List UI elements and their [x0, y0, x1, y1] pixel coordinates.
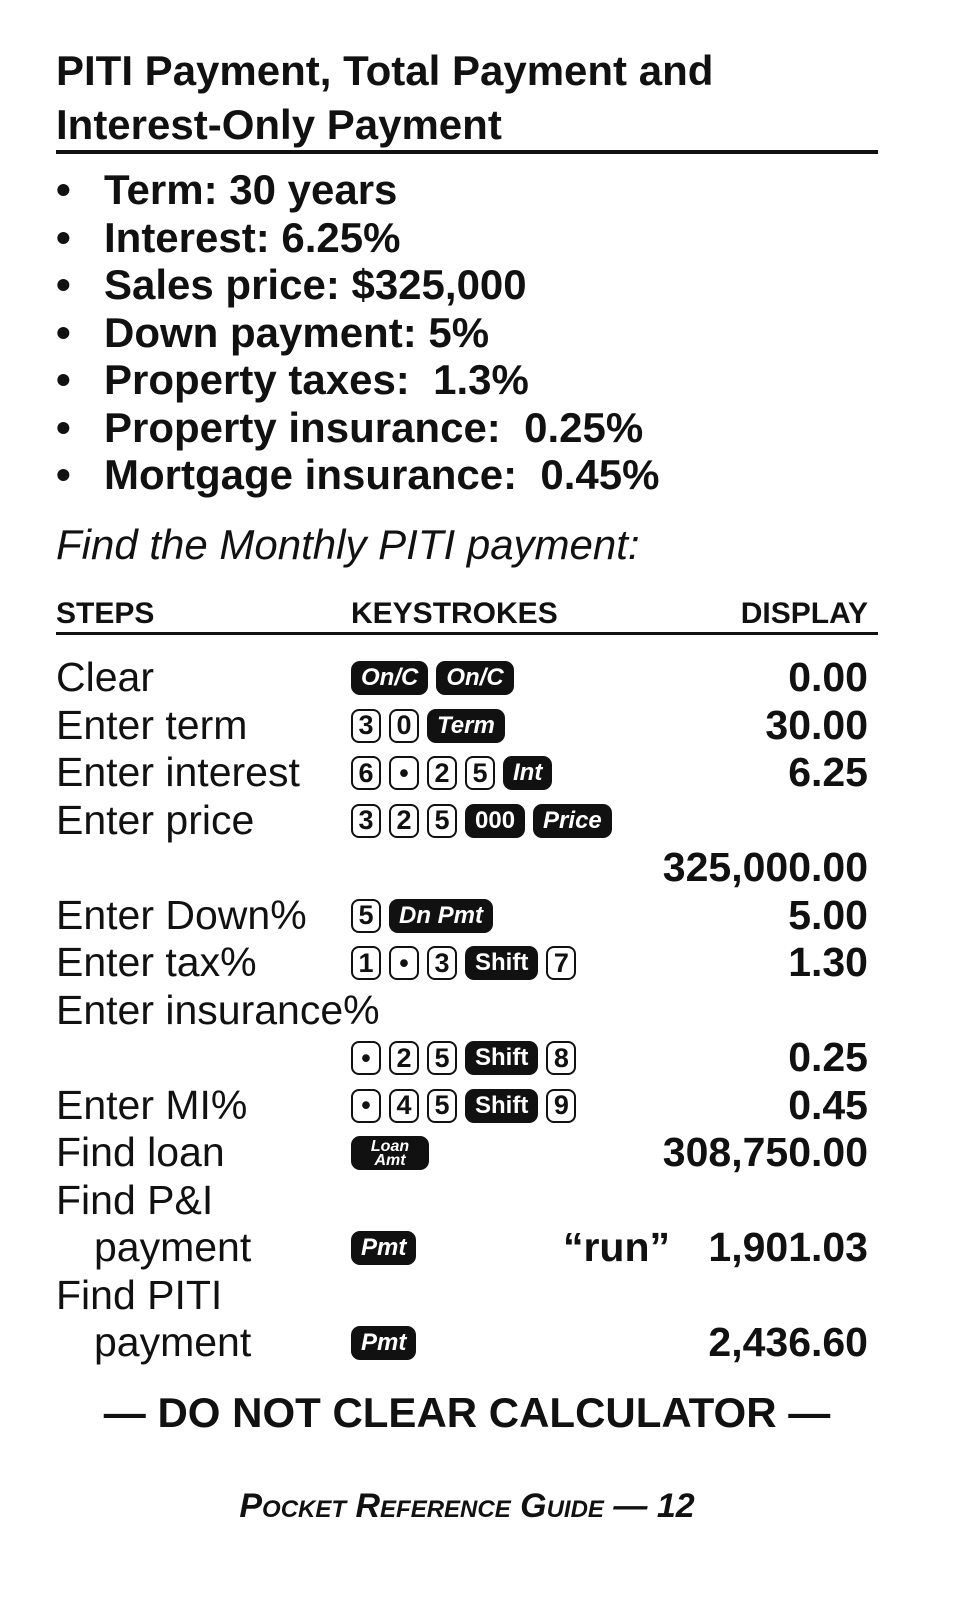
step-label: Enter interest: [56, 749, 300, 795]
display-note: “run”: [562, 1224, 670, 1270]
key-function-icon: Pmt: [351, 1231, 416, 1265]
bullet-icon: •: [56, 403, 71, 451]
footer-guide: Pocket Reference Guide — 12: [239, 1487, 695, 1525]
step-label: payment: [94, 1224, 252, 1270]
assumptions-list: [56, 166, 878, 499]
list-item: [56, 309, 878, 357]
key-function-icon: Dn Pmt: [389, 899, 493, 933]
keystroke-sequence: [351, 1088, 576, 1124]
table-row: [56, 797, 878, 845]
keystroke-sequence: [351, 708, 505, 744]
step-label: payment: [94, 1319, 252, 1365]
list-item: [56, 261, 878, 309]
title-line-2: Interest-Only Payment: [56, 101, 502, 148]
key-cap-icon: 3: [427, 946, 457, 980]
key-function-icon: Int: [503, 756, 552, 790]
keystroke-sequence: [351, 803, 612, 839]
display-value: 308,750.00: [662, 1129, 868, 1175]
key-function-icon: 000: [465, 804, 525, 838]
list-item-text: Sales price: $325,000: [104, 261, 527, 308]
keystroke-sequence: [351, 660, 514, 696]
key-loan-amt-icon: [351, 1136, 429, 1170]
table-row: [56, 1319, 878, 1367]
step-label: Find P&I: [56, 1176, 214, 1223]
display-value: 2,436.60: [708, 1319, 868, 1365]
list-item-text: Property insurance: 0.25%: [104, 403, 644, 451]
list-item-text: Down payment: 5%: [104, 308, 490, 356]
table-row: [56, 892, 878, 940]
display-value: 0.00: [788, 654, 868, 700]
key-function-icon: Price: [533, 804, 612, 838]
header-divider: [56, 632, 878, 635]
step-label: Enter MI%: [56, 1081, 248, 1128]
key-cap-icon: 2: [427, 756, 457, 790]
table-row: [56, 1224, 878, 1272]
bullet-icon: •: [56, 213, 71, 261]
keystroke-sequence: [351, 1135, 429, 1171]
table-row: [56, 1129, 878, 1177]
bullet-icon: •: [56, 308, 71, 356]
step-label: Enter Down%: [56, 891, 307, 938]
key-cap-icon: 8: [546, 1041, 576, 1075]
key-cap-icon: 3: [351, 804, 381, 838]
step-label: Find PITI: [56, 1271, 223, 1318]
key-cap-icon: •: [351, 1089, 381, 1123]
step-label: Enter insurance%: [56, 986, 380, 1033]
display-value: 5.00: [788, 891, 868, 938]
list-item: [56, 166, 878, 214]
list-item: [56, 404, 878, 452]
table-row: [56, 654, 878, 702]
table-row: [56, 749, 878, 797]
table-row: [56, 1272, 878, 1320]
footer-banner: — DO NOT CLEAR CALCULATOR —: [103, 1389, 831, 1436]
table-row: [56, 1082, 878, 1130]
page-title: [56, 44, 878, 152]
key-cap-icon: 7: [546, 946, 576, 980]
list-item: [56, 451, 878, 499]
key-function-icon: Shift: [465, 1089, 538, 1123]
bullet-icon: •: [56, 166, 71, 213]
key-cap-icon: •: [389, 946, 419, 980]
list-item-text: Mortgage insurance: 0.45%: [104, 451, 660, 498]
step-label: Enter price: [56, 796, 255, 843]
header-keystrokes: KEYSTROKES: [351, 597, 558, 630]
display-value: 0.45: [788, 1081, 868, 1128]
key-function-icon: Shift: [465, 1041, 538, 1075]
list-item-text: Term: 30 years: [104, 166, 398, 213]
bullet-icon: •: [56, 451, 71, 498]
bullet-icon: •: [56, 261, 71, 308]
key-cap-icon: 5: [465, 756, 495, 790]
list-item: [56, 356, 878, 404]
key-cap-icon: 6: [351, 756, 381, 790]
key-label: Amt: [374, 1152, 406, 1169]
step-label: Enter term: [56, 701, 248, 748]
key-cap-icon: 2: [389, 1041, 419, 1075]
step-label: Enter tax%: [56, 939, 257, 985]
key-cap-icon: 5: [427, 1041, 457, 1075]
header-steps: STEPS: [56, 597, 155, 630]
key-cap-icon: 9: [546, 1089, 576, 1123]
key-cap-icon: 5: [427, 804, 457, 838]
key-cap-icon: 5: [351, 899, 381, 933]
keystroke-sequence: [351, 945, 576, 981]
table-row: [56, 702, 878, 750]
key-cap-icon: 4: [389, 1089, 419, 1123]
key-cap-icon: 3: [351, 709, 381, 743]
key-function-icon: On/C: [351, 661, 428, 695]
key-cap-icon: 5: [427, 1089, 457, 1123]
key-cap-icon: •: [351, 1041, 381, 1075]
list-item: [56, 214, 878, 262]
key-function-icon: Shift: [465, 946, 538, 980]
display-value: 6.25: [788, 749, 868, 795]
display-value: 0.25: [788, 1034, 868, 1080]
table-row: [56, 1034, 878, 1082]
display-value: 1,901.03: [708, 1224, 868, 1270]
list-item-text: Property taxes: 1.3%: [104, 356, 529, 403]
keystroke-sequence: [351, 755, 552, 791]
header-display: DISPLAY: [740, 597, 868, 630]
step-label: Clear: [56, 654, 154, 700]
key-function-icon: On/C: [436, 661, 513, 695]
display-value: 325,000.00: [662, 844, 868, 890]
keystroke-sequence: [351, 898, 493, 934]
key-cap-icon: 2: [389, 804, 419, 838]
table-row: [56, 987, 878, 1035]
keystroke-sequence: [351, 1040, 576, 1076]
steps-table: [56, 654, 878, 1367]
key-cap-icon: 0: [389, 709, 419, 743]
key-label: Loan: [370, 1138, 410, 1155]
section-subtitle: Find the Monthly PITI payment:: [56, 521, 640, 568]
step-label: Find loan: [56, 1129, 225, 1175]
list-item-text: Interest: 6.25%: [104, 213, 401, 261]
title-divider: [56, 150, 878, 154]
keystroke-sequence: [351, 1325, 416, 1361]
table-row: [56, 939, 878, 987]
table-row: [56, 1177, 878, 1225]
key-cap-icon: 1: [351, 946, 381, 980]
display-value: 30.00: [765, 701, 868, 748]
key-function-icon: Pmt: [351, 1326, 416, 1360]
key-function-icon: Term: [427, 709, 505, 743]
display-value: 1.30: [788, 939, 868, 985]
keystroke-sequence: [351, 1230, 416, 1266]
bullet-icon: •: [56, 356, 71, 403]
table-row: [56, 844, 878, 892]
title-line-1: PITI Payment, Total Payment and: [56, 47, 714, 94]
key-cap-icon: •: [389, 756, 419, 790]
